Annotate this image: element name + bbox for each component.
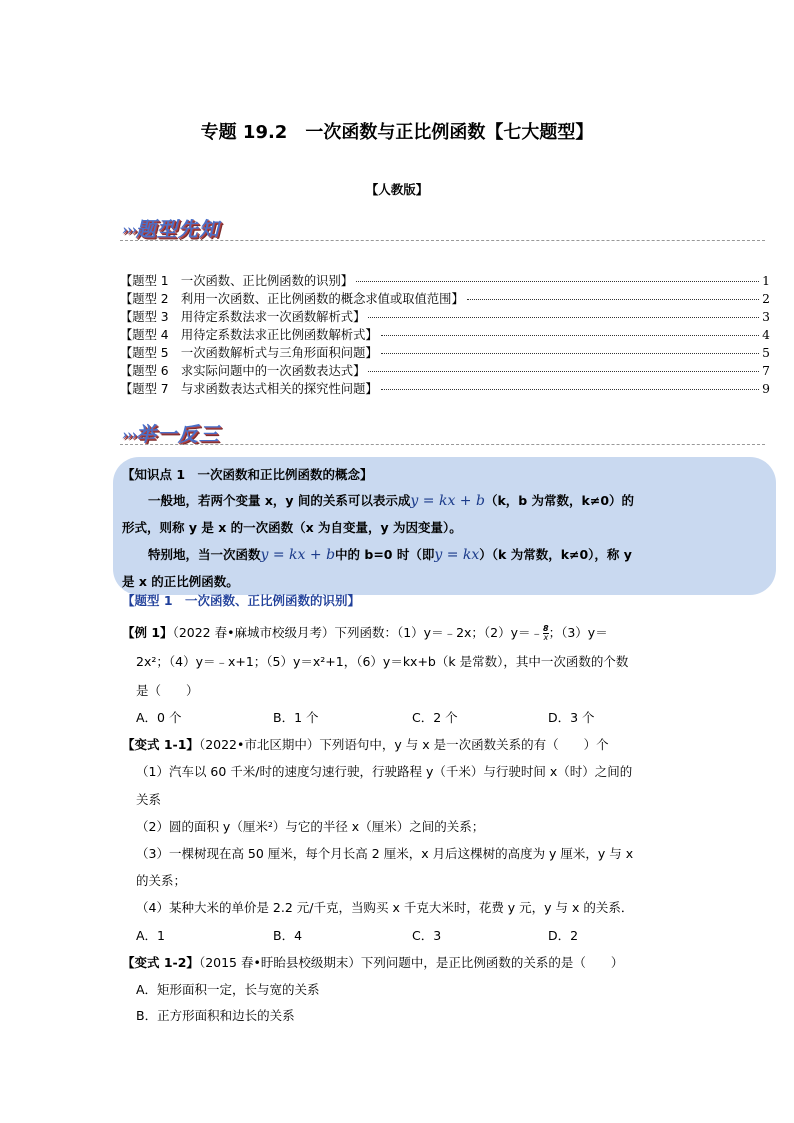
toc-label: 【题型 4 用待定系数法求正比例函数解析式】 xyxy=(120,328,378,342)
option-a[interactable]: A．0 个 xyxy=(136,710,182,725)
toc-item[interactable] xyxy=(120,271,770,289)
toc-item[interactable] xyxy=(120,343,770,361)
toc-item[interactable] xyxy=(120,307,770,325)
text: （2015 春•盱眙县校级期末）下列问题中，是正比例函数的关系的是（ ） xyxy=(198,955,624,970)
text: 中的 b=0 时（即 xyxy=(335,547,435,562)
toc-label: 【题型 6 求实际问题中的一次函数表达式】 xyxy=(120,364,366,378)
option-c[interactable]: C．3 xyxy=(412,928,442,943)
toc-page: 1 xyxy=(762,274,770,288)
formula: y = kx + b xyxy=(410,493,485,509)
toc-item[interactable] xyxy=(120,361,770,379)
banner-examples xyxy=(122,418,220,447)
option-d[interactable]: D．2 xyxy=(548,928,579,943)
toc-label: 【题型 1 一次函数、正比例函数的识别】 xyxy=(120,274,354,288)
option-b[interactable]: B．1 个 xyxy=(273,710,319,725)
toc-leader xyxy=(356,281,759,282)
toc-page: 2 xyxy=(762,292,770,306)
toc-leader xyxy=(381,335,759,336)
option-d[interactable]: D．3 个 xyxy=(548,710,595,725)
knowledge-line-3 xyxy=(148,545,632,563)
toc-page: 5 xyxy=(762,346,770,360)
toc-page: 4 xyxy=(762,328,770,342)
divider xyxy=(120,240,765,241)
toc-label: 【题型 7 与求函数表达式相关的探究性问题】 xyxy=(120,382,378,396)
text: 特别地，当一次函数 xyxy=(148,547,261,562)
toc-item[interactable] xyxy=(120,379,770,397)
knowledge-title: 【知识点 1 一次函数和正比例函数的概念】 xyxy=(122,467,373,482)
document-title: 专题 19.2 一次函数与正比例函数【七大题型】 xyxy=(200,122,594,143)
option-a[interactable]: A．1 xyxy=(136,928,166,943)
knowledge-line-1 xyxy=(148,491,634,509)
text: ；（3）y＝ xyxy=(548,625,608,640)
section-heading: 【题型 1 一次函数、正比例函数的识别】 xyxy=(122,593,361,608)
option-c[interactable]: C．2 个 xyxy=(412,710,458,725)
toc-label: 【题型 5 一次函数解析式与三角形面积问题】 xyxy=(120,346,378,360)
denominator: x xyxy=(543,633,549,642)
knowledge-line-2: 形式，则称 y 是 x 的一次函数（x 为自变量，y 为因变量）。 xyxy=(122,520,462,535)
example-1-line-1 xyxy=(122,623,608,642)
text: （2022 春•麻城市校级月考）下列函数：（1）y＝﹣2x；（2）y＝﹣ xyxy=(172,625,544,640)
toc-item[interactable] xyxy=(120,325,770,343)
arrows-icon: ››› xyxy=(122,427,136,444)
example-1-line-3: 是（ ） xyxy=(136,683,199,698)
toc-label: 【题型 3 用待定系数法求一次函数解析式】 xyxy=(120,310,366,324)
toc-page: 7 xyxy=(762,364,770,378)
numerator: 8 xyxy=(543,624,549,633)
divider xyxy=(120,444,765,445)
option-b[interactable]: B．4 xyxy=(273,928,303,943)
toc-leader xyxy=(381,389,759,390)
variant-1-1-line-2: （1）汽车以 60 千米/时的速度匀速行驶，行驶路程 y（千米）与行驶时间 x（时）之间的 xyxy=(136,764,633,779)
variant-1-1-line-7: （4）某种大米的单价是 2.2 元/千克，当购买 x 千克大米时，花费 y 元，y 与 x 的关系． xyxy=(136,900,634,915)
knowledge-line-4: 是 x 的正比例函数。 xyxy=(122,574,239,589)
table-of-contents xyxy=(120,271,770,397)
variant-tag: 【变式 1-1】 xyxy=(122,737,199,752)
variant-1-1-line-4: （2）圆的面积 y（厘米²）与它的半径 x（厘米）之间的关系； xyxy=(136,819,485,834)
text: ）（k 为常数，k≠0），称 y xyxy=(479,547,632,562)
option-b[interactable]: B．正方形面积和边长的关系 xyxy=(136,1008,295,1023)
toc-leader xyxy=(368,371,759,372)
toc-page: 9 xyxy=(762,382,770,396)
formula: y = kx xyxy=(434,547,480,563)
variant-1-1-line-6: 的关系； xyxy=(136,873,187,888)
variant-1-1-line-5: （3）一棵树现在高 50 厘米，每个月长高 2 厘米，x 月后这棵树的高度为 y 厘米，y 与 x xyxy=(136,846,634,861)
banner-text: 举一反三 xyxy=(135,422,220,446)
formula: y = kx + b xyxy=(260,547,336,563)
toc-leader xyxy=(368,317,759,318)
option-a[interactable]: A．矩形面积一定，长与宽的关系 xyxy=(136,982,320,997)
variant-1-2-line-1 xyxy=(122,953,623,971)
toc-leader xyxy=(467,299,759,300)
example-tag: 【例 1】 xyxy=(122,625,173,640)
text: 一般地，若两个变量 x，y 间的关系可以表示成 xyxy=(148,493,411,508)
example-1-line-2: 2x²；（4）y＝﹣x+1；（5）y＝x²+1，（6）y＝kx+b（k 是常数），其中一次函数的个数 xyxy=(136,654,629,669)
variant-1-1-line-1 xyxy=(122,735,609,753)
variant-tag: 【变式 1-2】 xyxy=(122,955,199,970)
toc-page: 3 xyxy=(762,310,770,324)
toc-label: 【题型 2 利用一次函数、正比例函数的概念求值或取值范围】 xyxy=(120,292,464,306)
text: （2022•市北区期中）下列语句中，y 与 x 是一次函数关系的有（ ）个 xyxy=(198,737,609,752)
text: （k，b 为常数，k≠0）的 xyxy=(484,493,635,508)
toc-item[interactable] xyxy=(120,289,770,307)
toc-leader xyxy=(381,353,759,354)
banner-text: 题型先知 xyxy=(135,217,220,241)
variant-1-1-line-3: 关系 xyxy=(136,792,162,807)
arrows-icon: ››› xyxy=(122,222,136,239)
edition-label: 【人教版】 xyxy=(365,182,429,197)
banner-question-types xyxy=(122,213,220,242)
